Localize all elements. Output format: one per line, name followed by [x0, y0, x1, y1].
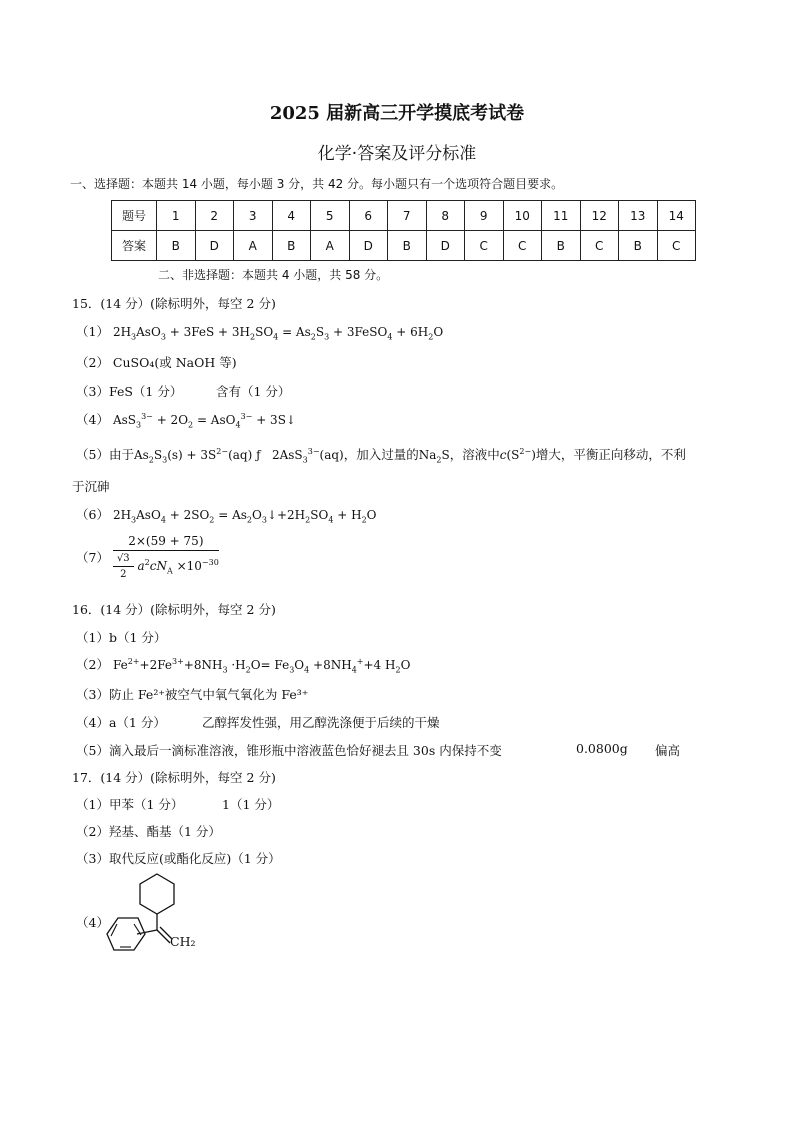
q16-part2	[76, 655, 410, 674]
table-cell: D	[195, 231, 234, 261]
table-cell: C	[580, 231, 619, 261]
q17-header: 17．(14 分）(除标明外，每空 2 分)	[72, 770, 276, 785]
table-cell: 6	[349, 201, 388, 231]
q15-part1	[76, 322, 443, 341]
table-cell: 1	[157, 201, 196, 231]
molecule-structure-image	[100, 868, 210, 973]
equation: $AsS_3^{3-} + 2O_2 = AsO_4^{3-}$ + 3S↓	[112, 412, 296, 430]
ch2-group-label: CH₂	[170, 934, 196, 949]
table-row-label: 答案	[112, 231, 157, 261]
table-row-label: 题号	[112, 201, 157, 231]
part-label: （6）	[76, 507, 109, 522]
table-cell: D	[426, 231, 465, 261]
q15-part6	[76, 505, 377, 524]
q16-part4-reason: 乙醇挥发性强，用乙醇洗涤便于后续的干燥	[202, 715, 440, 730]
q16-part1: （1）b（1 分）	[76, 630, 167, 645]
section1-heading: 一、选择题：本题共 14 小题，每小题 3 分，共 42 分。每小题只有一个选项符合题目要求。	[70, 177, 564, 191]
q17-part2: （2）羟基、酯基（1 分）	[76, 824, 221, 839]
q15-header: 15．(14 分）(除标明外，每空 2 分)	[72, 296, 276, 311]
table-cell: 12	[580, 201, 619, 231]
section2-heading: 二、非选择题：本题共 4 小题，共 58 分。	[158, 268, 389, 282]
part-label: （2）	[76, 657, 109, 672]
q16-header: 16．(14 分）(除标明外，每空 2 分)	[72, 602, 276, 617]
table-cell: 14	[657, 201, 696, 231]
q15-part5-continued: 于沉砷	[72, 479, 110, 494]
table-row-numbers	[112, 201, 696, 231]
table-cell: 9	[465, 201, 504, 231]
table-row-answers	[112, 231, 696, 261]
table-cell: 5	[311, 201, 350, 231]
table-cell: B	[542, 231, 581, 261]
table-cell: 7	[388, 201, 427, 231]
part-label: （1）	[76, 324, 109, 339]
q15-part2: （2） CuSO₄(或 NaOH 等)	[76, 355, 237, 370]
q15-part3-answer2: 含有（1 分）	[216, 384, 291, 399]
table-cell: B	[619, 231, 658, 261]
table-cell: C	[657, 231, 696, 261]
q17-part3: （3）取代反应(或酯化反应)（1 分）	[76, 851, 281, 866]
equation: $2H_3AsO_3 + 3FeS + 3H_2SO_4 = As_2S_3$ + 3FeSO$_4$ + $6H_2O$	[112, 325, 444, 342]
equation: $As_2S_3(s) + 3S^{2-}(aq)$ ƒ 2AsS$_3^{3-}$(aq)	[133, 447, 344, 465]
part-label: （7）	[76, 550, 109, 565]
formula-fraction: 2×(59 + 75) $\frac{√3}{2}$ $a^2cN_A \times 10^{-30}$	[113, 534, 219, 580]
q16-part4-answer: （4）a（1 分）	[76, 715, 166, 730]
page-title: 2025 届新高三开学摸底考试卷	[269, 103, 525, 124]
q16-part3: （3）防止 Fe²⁺被空气中氧气氧化为 Fe³⁺	[76, 687, 309, 702]
q17-part4-label: （4）	[76, 915, 109, 930]
table-cell: 2	[195, 201, 234, 231]
q15-part7	[76, 534, 219, 580]
table-cell: 3	[234, 201, 273, 231]
q15-part3-answer: （3）FeS（1 分）	[76, 384, 183, 399]
page-subtitle: 化学·答案及评分标准	[317, 144, 477, 164]
table-cell: 8	[426, 201, 465, 231]
table-cell: B	[272, 231, 311, 261]
q16-part5-error: 偏高	[655, 743, 681, 758]
q15-part5: （5）由于$As_2S_3(s) + 3S^{2-}(aq)$ ƒ 2AsS$_3^{3-}$(aq)，加入过量的$Na_2S$，溶液中$c(S^{2-})$增大，平衡正向移动，不利	[76, 447, 686, 465]
equation: $Fe^{2+}+2Fe^{3+}+8NH_3 \cdot H_2O= Fe_3O_4 +8NH_4^++4$ $H_2O$	[112, 657, 411, 675]
answer-table	[111, 200, 696, 261]
part-label: （4）	[76, 412, 109, 427]
q15-part4	[76, 410, 296, 429]
table-cell: C	[503, 231, 542, 261]
q17-part1-answer: （1）甲苯（1 分）	[76, 797, 184, 812]
table-cell: B	[157, 231, 196, 261]
equation: $2H_3AsO_4 + 2SO_2$ = $As_2O_3↓+2H_2SO_4 + H_2O$	[112, 508, 377, 525]
table-cell: 11	[542, 201, 581, 231]
table-cell: A	[234, 231, 273, 261]
table-cell: A	[311, 231, 350, 261]
table-cell: 4	[272, 201, 311, 231]
table-cell: C	[465, 231, 504, 261]
q17-part1-answer2: 1（1 分）	[222, 797, 280, 812]
table-cell: 10	[503, 201, 542, 231]
q16-part5-mass: 0.0800g	[576, 741, 628, 756]
table-cell: 13	[619, 201, 658, 231]
table-cell: D	[349, 231, 388, 261]
q16-part5-endpoint: （5）滴入最后一滴标准溶液，锥形瓶中溶液蓝色恰好褪去且 30s 内保持不变	[76, 743, 502, 758]
table-cell: B	[388, 231, 427, 261]
part-label: （5）由于	[76, 447, 134, 462]
